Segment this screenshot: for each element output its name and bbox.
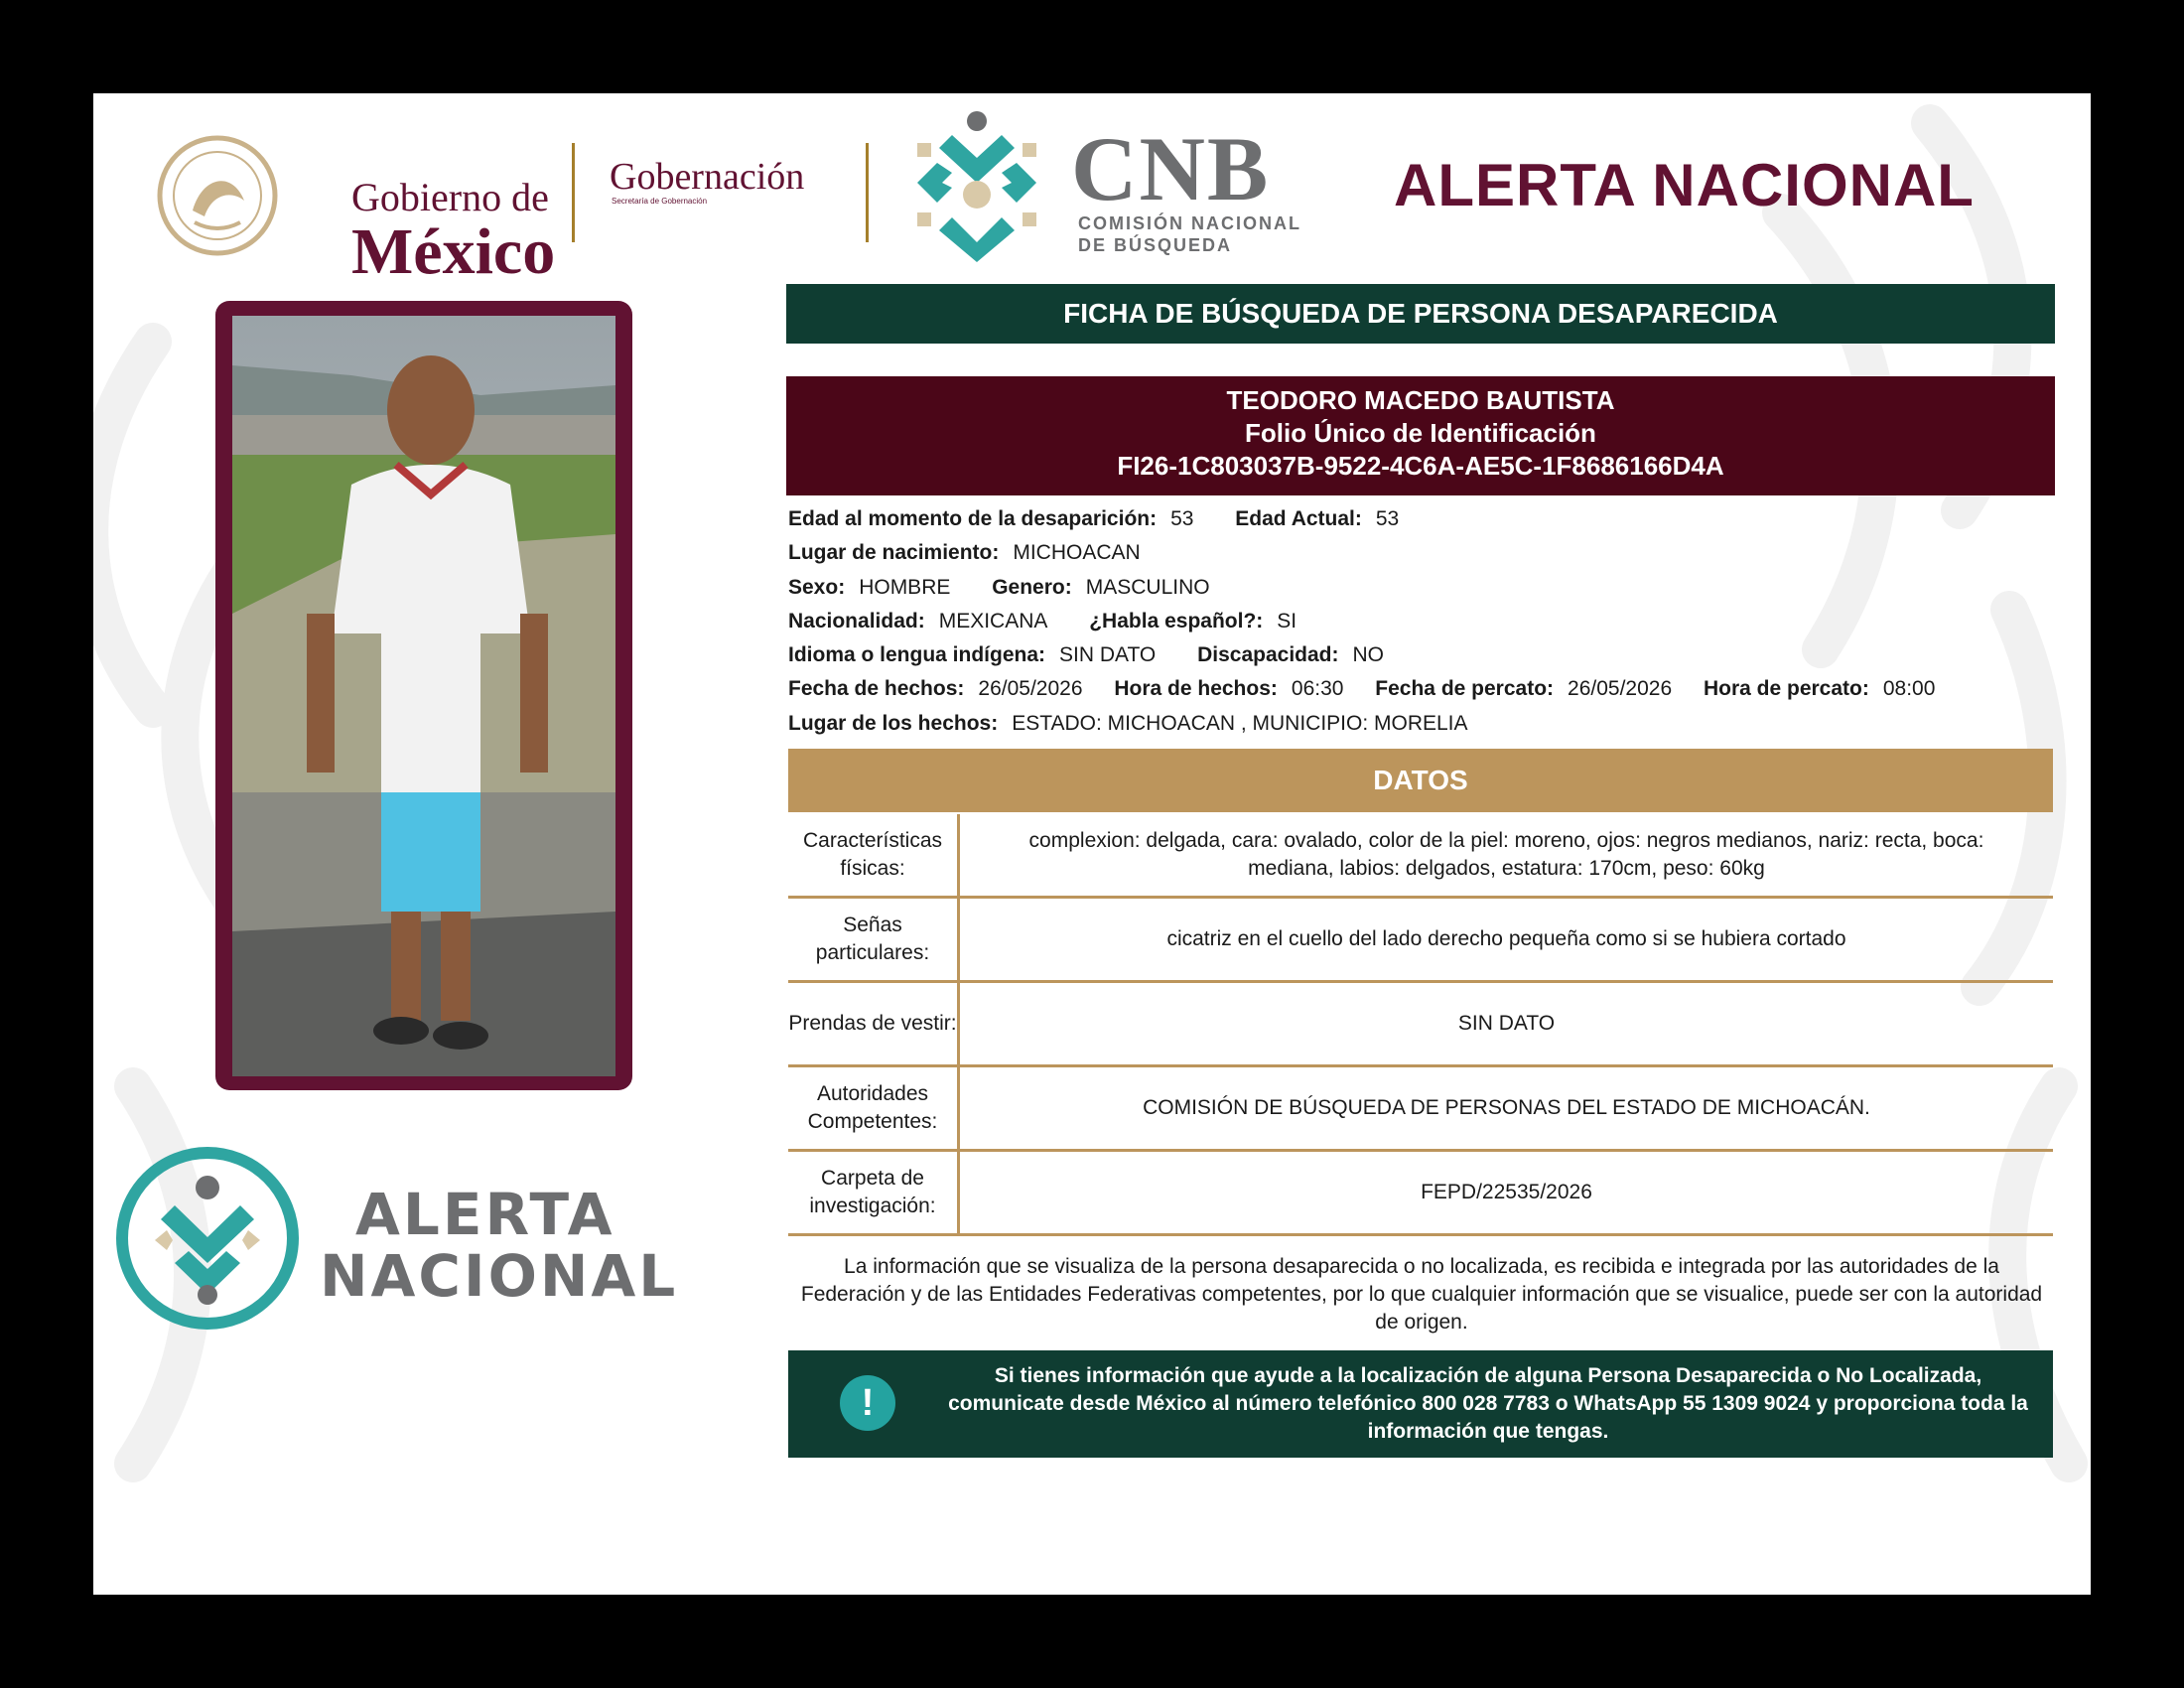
gob-line1: Gobierno de: [351, 175, 549, 219]
lugar-hechos-value: ESTADO: MICHOACAN , MUNICIPIO: MORELIA: [1012, 711, 1468, 735]
lugar-nacimiento-value: MICHOACAN: [1013, 541, 1141, 565]
row-value: SIN DATO: [1457, 1012, 1556, 1035]
gobernacion-title: Gobernación: [610, 156, 805, 198]
person-photo: [232, 316, 615, 1076]
alerta-nacional-logo-icon: [115, 1146, 300, 1331]
sexo-label: Sexo:: [788, 575, 846, 599]
info-row: [788, 707, 2059, 741]
contact-text: Si tienes información que ayude a la localización de alguna Persona Desaparecida o No Localizada, comunicate desde México al número telefónico 800 028 7783 o WhatsApp 55 1309 9024 y proporciona toda la información que tengas.: [948, 1364, 2028, 1443]
row-label: Características físicas:: [788, 814, 960, 896]
cnb-subtitle: [1078, 212, 1301, 256]
info-row: [788, 536, 2059, 570]
folio-value: FI26-1C803037B-9522-4C6A-AE5C-1F8686166D4A: [1117, 451, 1724, 481]
logo-line1: ALERTA: [355, 1181, 615, 1248]
cnb-subtitle-line2: DE BÚSQUEDA: [1078, 235, 1233, 255]
lugar-nacimiento-label: Lugar de nacimiento:: [788, 541, 1000, 565]
person-info: [788, 502, 2059, 741]
row-value: FEPD/22535/2026: [1421, 1181, 1592, 1203]
person-photo-illustration: [232, 316, 615, 1076]
genero-value: MASCULINO: [1085, 575, 1210, 599]
table-row: [788, 814, 2053, 899]
info-row: [788, 638, 2059, 672]
gobernacion-subtitle: Secretaría de Gobernación: [612, 197, 708, 206]
discapacidad-label: Discapacidad:: [1197, 643, 1339, 667]
gobierno-logo: [153, 131, 556, 288]
row-label: Prendas de vestir:: [788, 983, 960, 1064]
header-divider: [866, 143, 869, 242]
cnb-emblem-icon: [897, 103, 1056, 272]
row-label: Señas particulares:: [788, 899, 960, 980]
hora-hechos-value: 06:30: [1291, 677, 1344, 701]
row-value: cicatriz en el cuello del lado derecho pequeña como si se hubiera cortado: [1166, 927, 1846, 950]
nacionalidad-value: MEXICANA: [938, 609, 1048, 633]
cnb-subtitle-line1: COMISIÓN NACIONAL: [1078, 213, 1301, 233]
table-row: [788, 1152, 2053, 1236]
alerta-nacional-logo-text: [320, 1181, 679, 1310]
info-row: [788, 571, 2059, 605]
discapacidad-value: NO: [1352, 643, 1384, 667]
row-label: Autoridades Competentes:: [788, 1067, 960, 1149]
hora-hechos-label: Hora de hechos:: [1114, 677, 1278, 701]
exclamation-icon: !: [840, 1375, 895, 1431]
alerta-nacional-title: ALERTA NACIONAL: [1394, 152, 1975, 218]
lugar-hechos-label: Lugar de los hechos:: [788, 711, 999, 735]
escudo-icon: [153, 131, 282, 260]
disclaimer-text: La información que se visualiza de la persona desaparecida o no localizada, es recibida e integrada por las autoridades de la Federación y de las Entidades Federativas competentes, por lo que cualquier información que se visualice, puede ser con la autoridad de origen.: [800, 1255, 2043, 1334]
ficha-title: FICHA DE BÚSQUEDA DE PERSONA DESAPARECIDA: [786, 284, 2055, 344]
person-header: [786, 376, 2055, 495]
row-value: complexion: delgada, cara: ovalado, color de la piel: moreno, ojos: negros medianos, nariz: recta, boca: mediana, labios: delgados, estatura: 170cm, peso: 60kg: [1028, 829, 1984, 880]
hora-percato-label: Hora de percato:: [1703, 677, 1869, 701]
edad-actual-label: Edad Actual:: [1235, 507, 1362, 530]
table-row: [788, 899, 2053, 983]
edad-desaparicion-value: 53: [1170, 507, 1194, 530]
nacionalidad-label: Nacionalidad:: [788, 609, 925, 633]
hora-percato-value: 08:00: [1882, 677, 1936, 701]
genero-label: Genero:: [992, 575, 1072, 599]
idioma-value: SIN DATO: [1059, 643, 1157, 667]
person-name: TEODORO MACEDO BAUTISTA: [1226, 385, 1615, 415]
header-divider: [572, 143, 575, 242]
fecha-hechos-label: Fecha de hechos:: [788, 677, 965, 701]
folio-label: Folio Único de Identificación: [1245, 418, 1596, 448]
logo-line2: NACIONAL: [320, 1242, 679, 1310]
row-label: Carpeta de investigación:: [788, 1152, 960, 1233]
fecha-percato-label: Fecha de percato:: [1375, 677, 1555, 701]
datos-title: DATOS: [788, 749, 2053, 812]
alert-page: [93, 93, 2091, 1595]
table-row: [788, 1067, 2053, 1152]
edad-desaparicion-label: Edad al momento de la desaparición:: [788, 507, 1158, 530]
edad-actual-value: 53: [1375, 507, 1400, 530]
info-row: [788, 605, 2059, 638]
info-row: [788, 502, 2059, 536]
sexo-value: HOMBRE: [859, 575, 951, 599]
contact-banner: [788, 1350, 2053, 1458]
fecha-hechos-value: 26/05/2026: [978, 677, 1083, 701]
habla-espanol-label: ¿Habla español?:: [1089, 609, 1264, 633]
row-value: COMISIÓN DE BÚSQUEDA DE PERSONAS DEL ESTADO DE MICHOACÁN.: [1143, 1096, 1870, 1119]
table-row: [788, 983, 2053, 1067]
habla-espanol-value: SI: [1277, 609, 1297, 633]
idioma-label: Idioma o lengua indígena:: [788, 643, 1046, 667]
datos-table: [788, 814, 2053, 1236]
cnb-title: CNB: [1071, 118, 1271, 219]
fecha-percato-value: 26/05/2026: [1568, 677, 1673, 701]
gob-line2: México: [351, 215, 556, 288]
info-row: [788, 672, 2059, 706]
